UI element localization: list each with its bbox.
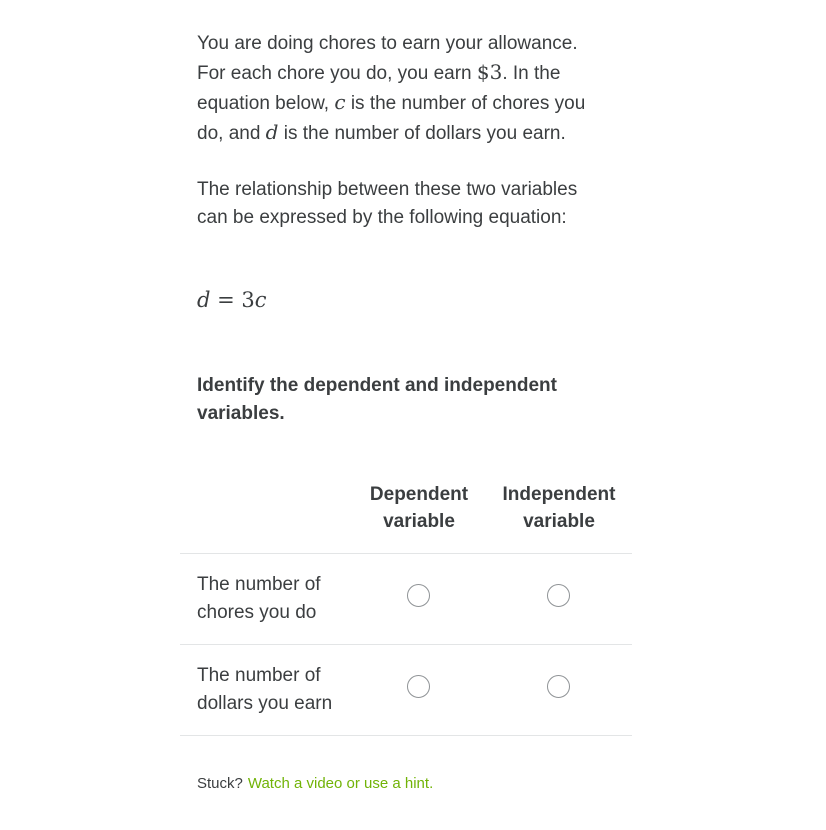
relationship-text [197, 176, 617, 232]
row-label-dollars-line-1: The number of [197, 665, 321, 686]
variable-c: c [334, 90, 346, 114]
prompt-line-1: Identify the dependent and independent [197, 375, 557, 396]
column-header-independent-line-2: variable [523, 511, 595, 532]
prompt-line-2: variables. [197, 403, 285, 424]
table-divider [180, 553, 632, 554]
help-row [197, 774, 433, 794]
column-header-dependent-line-2: variable [383, 511, 455, 532]
stuck-label: Stuck? [197, 775, 243, 792]
table-divider [180, 735, 632, 736]
radio-chores-dependent[interactable] [407, 584, 430, 607]
row-label-dollars-line-2: dollars you earn [197, 693, 333, 714]
intro-line-2-end: . In the [502, 63, 561, 84]
equation-coefficient: 3 [241, 288, 255, 312]
radio-dollars-independent[interactable] [547, 675, 570, 698]
relationship-line-2: can be expressed by the following equation: [197, 207, 567, 228]
price-value: $3 [476, 60, 503, 84]
intro-line-3-start: equation below, [197, 93, 335, 114]
equation-rhs-variable: c [254, 288, 267, 312]
intro-line-2-start: For each chore you do, you earn [197, 63, 477, 84]
row-label-chores-line-1: The number of [197, 574, 321, 595]
relationship-line-1: The relationship between these two variables [197, 179, 578, 200]
column-header-dependent-line-1: Dependent [369, 484, 469, 505]
row-label-chores [197, 571, 357, 627]
equation-operator: = [210, 288, 242, 312]
table-divider [180, 644, 632, 645]
hint-link[interactable]: Watch a video or use a hint. [247, 775, 434, 792]
intro-line-3-end: is the number of chores you [345, 93, 586, 114]
row-label-dollars [197, 662, 357, 718]
question-prompt [197, 372, 617, 428]
intro-line-4-start: do, and [197, 123, 266, 144]
column-header-independent [489, 481, 629, 535]
radio-chores-independent[interactable] [547, 584, 570, 607]
variable-d: d [265, 120, 279, 144]
column-header-independent-line-1: Independent [502, 484, 616, 505]
intro-line-1: You are doing chores to earn your allowance. [197, 33, 578, 54]
intro-line-4-end: is the number of dollars you earn. [278, 123, 566, 144]
row-label-chores-line-2: chores you do [197, 602, 317, 623]
column-header-dependent [349, 481, 489, 535]
radio-dollars-dependent[interactable] [407, 675, 430, 698]
equation-lhs: d [197, 288, 211, 312]
equation [197, 285, 267, 315]
problem-intro [197, 30, 617, 148]
